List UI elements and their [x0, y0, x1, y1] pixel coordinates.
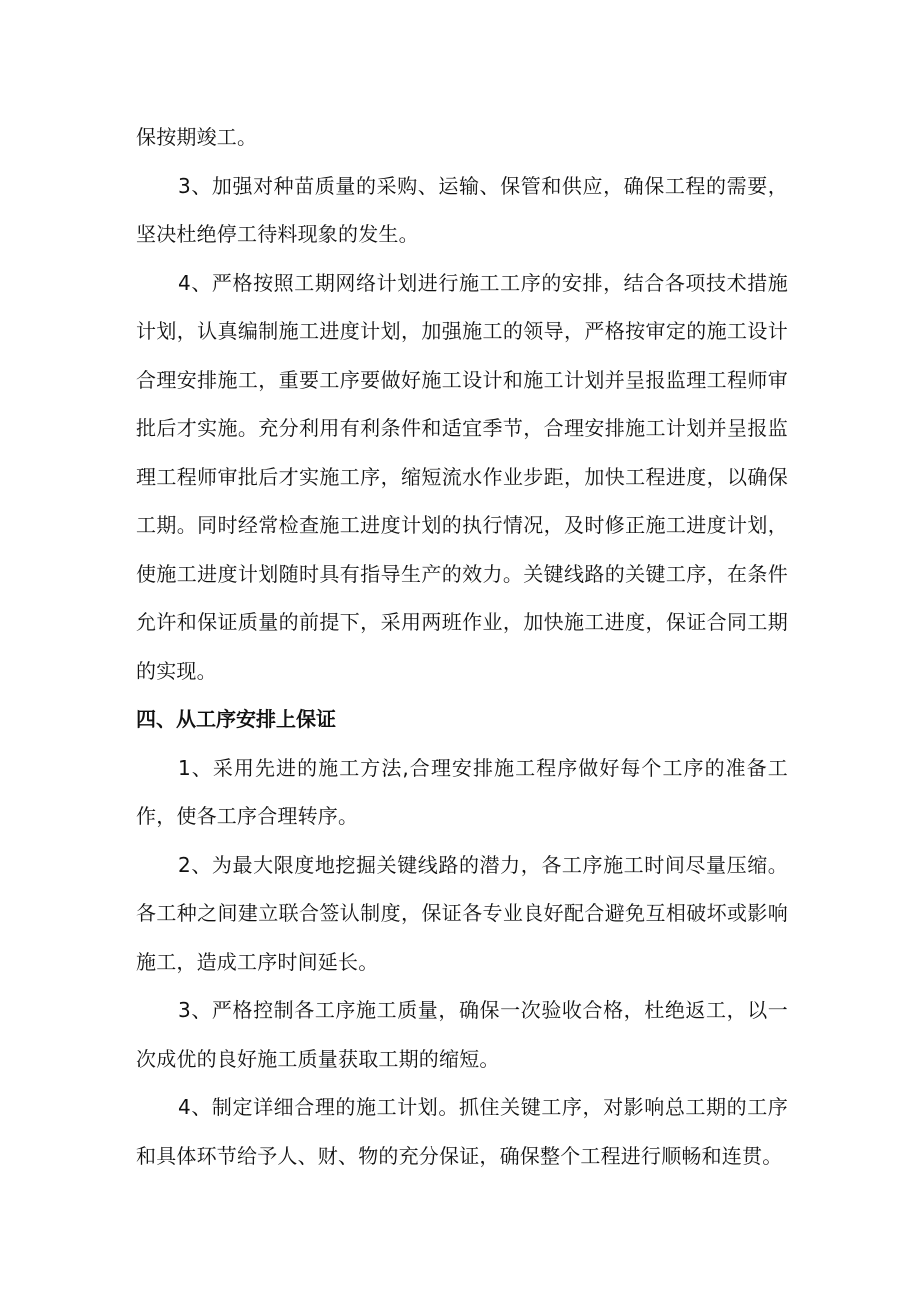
paragraph-item-4-schedule-plan: 4、严格按照工期网络计划进行施工工序的安排，结合各项技术措施计划，认真编制施工进度计划，加强施工的领导，严格按审定的施工设计合理安排施工，重要工序要做好施工设计和施工计划并呈报监理工程师审批后才实施。充分利用有利条件和适宜季节，合理安排施工计划并呈报监理工程师审批后才实施工序，缩短流水作业步距，加快工程进度，以确保工期。同时经常检查施工进度计划的执行情况，及时修正施工进度计划，使施工进度计划随时具有指导生产的效力。关键线路的关键工序，在条件允许和保证质量的前提下，采用两班作业，加快施工进度，保证合同工期的实现。 — [136, 270, 788, 683]
paragraph-item-4-detailed-plan: 4、制定详细合理的施工计划。抓住关键工序，对影响总工期的工序和具体环节给予人、财、物的充分保证，确保整个工程进行顺畅和连贯。 — [136, 1095, 788, 1168]
paragraph-item-1-construction-method: 1、采用先进的施工方法,合理安排施工程序做好每个工序的准备工作，使各工序合理转序。 — [136, 755, 788, 828]
paragraph-item-3-seedling-quality: 3、加强对种苗质量的采购、运输、保管和供应，确保工程的需要，坚决杜绝停工待料现象的发生。 — [136, 173, 788, 246]
document-body — [136, 113, 788, 1180]
paragraph-item-3-quality-control: 3、严格控制各工序施工质量，确保一次验收合格，杜绝返工，以一次成优的良好施工质量获取工期的缩短。 — [136, 998, 788, 1071]
section-heading-process-arrangement: 四、从工序安排上保证 — [136, 707, 336, 731]
paragraph-continuation: 保按期竣工。 — [136, 125, 258, 149]
paragraph-item-2-critical-path: 2、为最大限度地挖掘关键线路的潜力，各工序施工时间尽量压缩。各工种之间建立联合签认制度，保证各专业良好配合避免互相破坏或影响施工，造成工序时间延长。 — [136, 852, 788, 974]
